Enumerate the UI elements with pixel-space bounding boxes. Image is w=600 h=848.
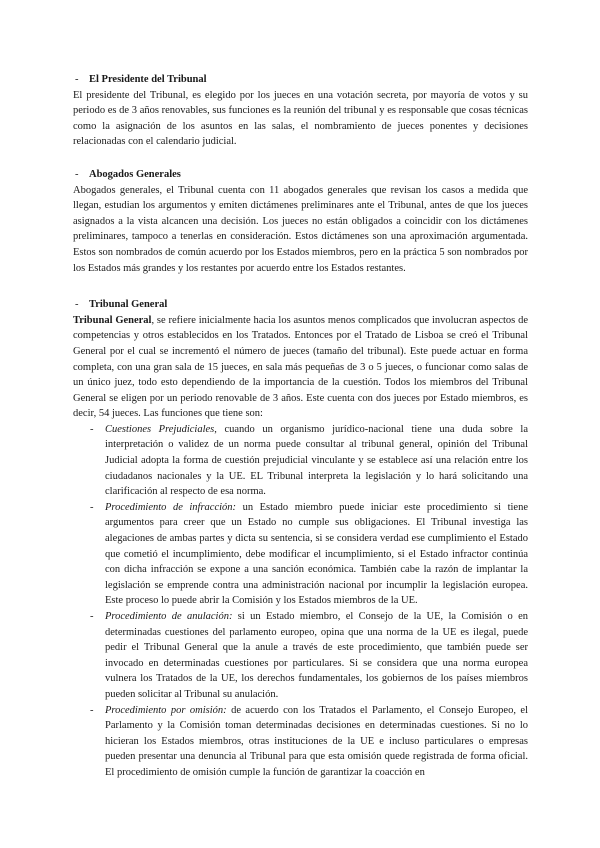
heading-presidente <box>73 72 528 88</box>
heading-abogados <box>73 167 528 183</box>
paragraph-abogados: Abogados generales, el Tribunal cuenta con 11 abogados generales que revisan los casos a medida que llegan, estudian los argumentos y emiten dictámenes preliminares ante el Tribunal, antes de que los jueces asignados a la vista alcancen una decisión. Los jueces no están obligados a coincidir con los dictámenes preliminares, tampoco a tenerlas en consideración. Estos dictámenes son una aproximación argumentada. Estos son nombrados de común acuerdo por los Estados miembros, pero en la práctica 5 son nombrados por los Estados más grandes y los restantes por acuerdo entre los Estados restantes. <box>73 184 528 274</box>
paragraph-tribunal-general <box>73 313 528 422</box>
heading-text: El Presidente del Tribunal <box>89 74 207 85</box>
function-term: Procedimiento de anulación: <box>105 611 233 622</box>
function-text: un Estado miembro puede iniciar este procedimiento si tiene argumentos para creer que un Estado no cumple sus obligaciones. El Tribunal investiga las alegaciones de ambas partes y dicta su sentencia, si se considera verdad ese cumplimiento el Estado que cometió el incumplimiento, debe modificar el incumplimiento, si el Estado infractor continúa con dicha infracción se expone a una sanción económica. También cabe la razón de implantar la legislación se emprende contra una administración nacional por incumplir la legislación europea. Este proceso lo puede abrir la Comisión y los Estados miembros de la UE. <box>105 501 528 607</box>
function-term: Procedimiento de infracción: <box>105 501 237 513</box>
list-dash: - <box>90 423 94 435</box>
list-item <box>89 422 528 500</box>
function-text: si un Estado miembro, el Consejo de la UE, la Comisión o en determinadas cuestiones del parlamento europeo, opina que una norma de la UE es ilegal, puede pedir el Tribunal General que la anule a través de este procedimiento, que también puede ser invocado en determinadas cuestiones por particulares. Si se considera que una norma europea vulnera los Tratados de la UE, los derechos fundamentales, los gobiernos de los países miembros pueden solicitar al Tribunal su anulación. <box>105 611 528 700</box>
list-dash: - <box>90 501 94 513</box>
heading-tribunal-general <box>73 297 528 313</box>
heading-dash: - <box>75 168 79 180</box>
function-term: Procedimiento por omisión: <box>105 704 227 716</box>
list-dash: - <box>90 611 94 622</box>
heading-text: Abogados Generales <box>89 168 181 180</box>
list-item <box>89 703 528 781</box>
list-item <box>89 500 528 609</box>
lead-term: Tribunal General <box>73 314 152 326</box>
heading-dash: - <box>75 74 79 85</box>
document-page <box>73 72 528 781</box>
list-dash: - <box>90 704 94 716</box>
functions-list <box>73 422 528 781</box>
function-text: , cuando un organismo jurídico-nacional tiene una duda sobre la interpretación o validez de un norma puede consultar al tribunal general, opinión del Tribunal Judicial adopta la forma de cuestión prejudicial vinculante y se establece así una relación entre los ciudadanos nacionales y la UE. EL Tribunal interpreta la legislación y lo hará solicitando una clarificación al respecto de esa norma. <box>105 423 528 498</box>
paragraph-presidente: El presidente del Tribunal, es elegido por los jueces en una votación secreta, por mayoría de votos y su periodo es de 3 años renovables, sus funciones es la reunión del tribunal y es responsable que cosas técnicas como la asignación de los asuntos en las salas, el nombramiento de jueces ponentes y decisiones relacionadas con el calendario judicial. <box>73 89 528 148</box>
heading-dash: - <box>75 299 79 311</box>
paragraph-body: , se refiere inicialmente hacia los asuntos menos complicados que involucran aspectos de competencias y otros establecidos en los Tratados. Entonces por el Tratado de Lisboa se creó el Tribunal General por el cual se incrementó el número de jueces (tamaño del tribunal). Este puede actuar en forma completa, con una gran sala de 15 jueces, en sala más pequeñas de 3 o 5 jueces, o funcionar como salas de un único juez, todo esto dependiendo de la importancia de la cuestión. Todos los miembros del Tribunal General se eligen por un periodo renovable de 3 años. Este cuenta con dos jueces por Estado miembros, es decir, 54 jueces. Las funciones que tiene son: <box>73 314 528 420</box>
heading-text: Tribunal General <box>89 299 168 311</box>
function-text: de acuerdo con los Tratados el Parlamento, el Consejo Europeo, el Parlamento y la Comisión toman determinadas decisiones en determinadas cuestiones. Si no lo hicieran los Estados miembros, otras instituciones de la UE e incluso particulares o empresas pueden presentar una denuncia al Tribunal para que esta omisión quede registrada de forma oficial. El procedimiento de omisión cumple la función de garantizar la coacción en <box>105 704 528 778</box>
list-item <box>89 609 528 703</box>
function-term: Cuestiones Prejudiciales <box>105 423 215 435</box>
